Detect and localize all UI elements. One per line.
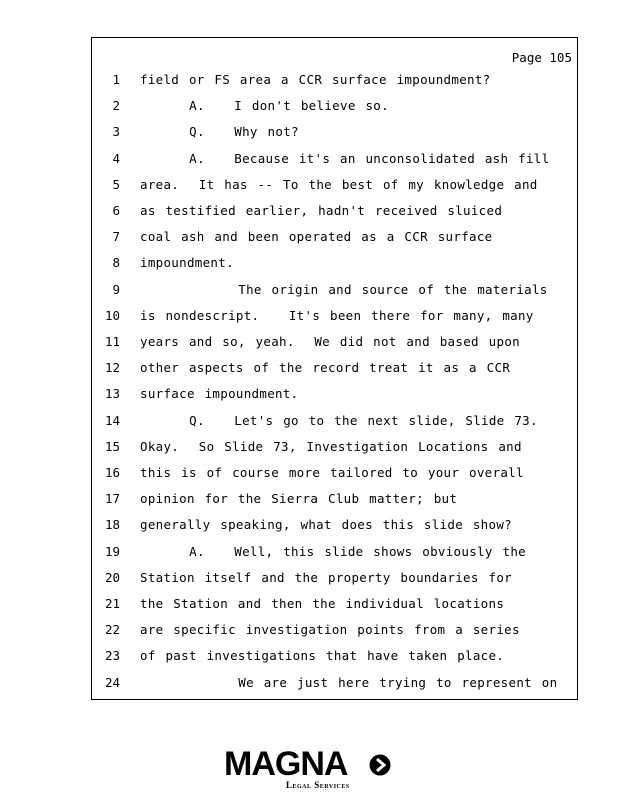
transcript-line	[92, 439, 577, 465]
line-number: 11	[104, 334, 120, 349]
transcript-line	[92, 177, 577, 203]
line-number: 16	[104, 465, 120, 480]
magna-logo	[222, 746, 397, 794]
line-number: 1	[112, 72, 120, 87]
line-text: is nondescript. It's been there for many, many	[140, 307, 534, 323]
transcript-line	[92, 491, 577, 517]
line-text: field or FS area a CCR surface impoundment?	[140, 72, 491, 87]
line-text: coal ash and been operated as a CCR surface	[140, 229, 493, 245]
transcript-line	[92, 596, 577, 622]
transcript-line	[92, 622, 577, 648]
transcript-line	[92, 360, 577, 386]
logo-subtitle: Legal Services	[286, 780, 350, 790]
transcript-page	[91, 37, 578, 700]
line-number: 6	[112, 203, 120, 218]
line-number: 22	[104, 622, 120, 638]
line-text: of past investigations that have taken place.	[140, 648, 505, 664]
line-text: other aspects of the record treat it as a CCR	[140, 360, 511, 376]
transcript-line	[92, 308, 577, 334]
line-number: 21	[104, 596, 120, 611]
line-text: Q. Let's go to the next slide, Slide 73.	[140, 412, 538, 428]
line-text: the Station and then the individual locations	[140, 596, 505, 611]
transcript-line	[92, 255, 577, 281]
line-text: surface impoundment.	[140, 386, 299, 402]
line-text: A. I don't believe so.	[140, 98, 389, 114]
line-text: as testified earlier, hadn't received sluiced	[140, 203, 503, 218]
transcript-line	[92, 465, 577, 491]
line-text: Okay. So Slide 73, Investigation Locations and	[140, 438, 522, 454]
line-number: 10	[104, 307, 120, 323]
line-text: generally speaking, what does this slide show?	[140, 517, 512, 533]
line-text: A. Because it's an unconsolidated ash fill	[140, 150, 550, 166]
line-number: 15	[104, 438, 120, 454]
line-number: 3	[112, 124, 120, 140]
transcript-line	[92, 229, 577, 255]
transcript-line	[92, 151, 577, 177]
line-number: 13	[104, 386, 120, 402]
line-text: impoundment.	[140, 255, 234, 271]
transcript-line	[92, 570, 577, 596]
line-number: 8	[112, 255, 120, 271]
transcript-line	[92, 98, 577, 124]
line-number: 4	[112, 150, 120, 166]
logo-wordmark: MAGNA	[224, 745, 348, 783]
line-text: A. Well, this slide shows obviously the	[140, 543, 526, 559]
transcript-line	[92, 413, 577, 439]
line-number: 18	[104, 517, 120, 533]
line-text: Station itself and the property boundaries for	[140, 569, 512, 585]
line-number: 5	[112, 176, 120, 192]
transcript-line	[92, 124, 577, 150]
transcript-line	[92, 203, 577, 229]
transcript-line	[92, 675, 577, 701]
transcript-line	[92, 648, 577, 674]
transcript-line	[92, 334, 577, 360]
line-number: 17	[104, 491, 120, 507]
line-text: years and so, yeah. We did not and based upon	[140, 334, 520, 349]
line-text: The origin and source of the materials	[140, 281, 548, 297]
line-text: this is of course more tailored to your overall	[140, 465, 524, 480]
line-number: 24	[104, 674, 120, 690]
line-number: 9	[112, 281, 120, 297]
line-number: 12	[104, 360, 120, 376]
line-text: Q. Why not?	[140, 124, 299, 140]
line-number: 23	[104, 648, 120, 664]
transcript-line	[92, 544, 577, 570]
arrow-circle-icon	[369, 754, 391, 776]
line-text: are specific investigation points from a series	[140, 622, 520, 638]
line-number: 2	[112, 98, 120, 114]
line-number: 7	[112, 229, 120, 245]
line-text: area. It has -- To the best of my knowledge and	[140, 176, 538, 192]
transcript-line	[92, 282, 577, 308]
line-text: opinion for the Sierra Club matter; but	[140, 491, 458, 507]
transcript-line	[92, 72, 577, 98]
line-number: 14	[104, 412, 120, 428]
line-number: 19	[104, 543, 120, 559]
line-text: We are just here trying to represent on	[140, 674, 558, 690]
transcript-line	[92, 517, 577, 543]
page-number: Page 105	[511, 50, 572, 65]
line-number: 20	[104, 569, 120, 585]
transcript-line	[92, 386, 577, 412]
